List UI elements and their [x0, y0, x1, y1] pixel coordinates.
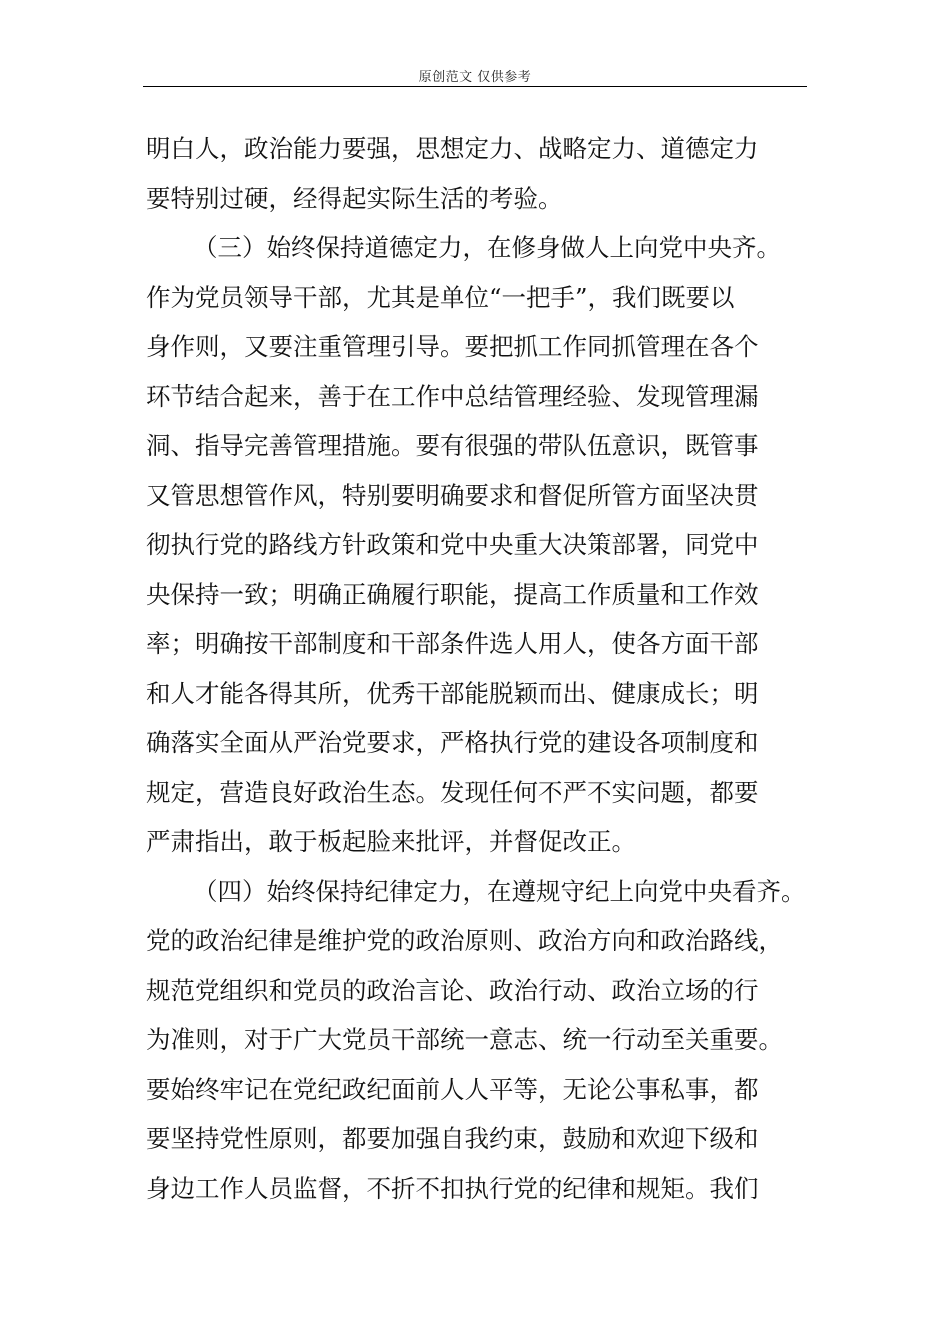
section-heading-line: （三）始终保持道德定力，在修身做人上向党中央齐。	[193, 233, 781, 262]
text-line: 严肃指出，敢于板起脸来批评，并督促改正。	[146, 827, 636, 856]
text-line: 确落实全面从严治党要求，严格执行党的建设各项制度和	[146, 728, 759, 757]
section-heading-line: （四）始终保持纪律定力，在遵规守纪上向党中央看齐。	[193, 876, 806, 906]
text-line: 又管思想管作风，特别要明确要求和督促所管方面坚决贯	[146, 480, 759, 510]
text-line: 彻执行党的路线方针政策和党中央重大决策部署，同党中	[146, 530, 759, 559]
text-line: 党的政治纪律是维护党的政治原则、政治方向和政治路线，	[146, 926, 783, 955]
text-line: 规范党组织和党员的政治言论、政治行动、政治立场的行	[146, 975, 759, 1005]
text-line: 身作则，又要注重管理引导。要把抓工作同抓管理在各个	[146, 332, 759, 361]
text-line: 和人才能各得其所，优秀干部能脱颖而出、健康成长；明	[146, 678, 759, 708]
text-line: 要始终牢记在党纪政纪面前人人平等，无论公事私事，都	[146, 1074, 759, 1104]
text-line: 身边工作人员监督，不折不扣执行党的纪律和规矩。我们	[146, 1173, 759, 1203]
document-body	[146, 124, 826, 1213]
header-text: 原创范文 仅供参考	[418, 70, 532, 85]
text-line: 央保持一致；明确正确履行职能，提高工作质量和工作效	[146, 579, 759, 609]
text-line: 要坚持党性原则，都要加强自我约束，鼓励和欢迎下级和	[146, 1124, 759, 1153]
text-line: 作为党员领导干部，尤其是单位“一把手”，我们既要以	[146, 282, 735, 312]
text-line: 要特别过硬，经得起实际生活的考验。	[146, 183, 563, 213]
text-line: 环节结合起来，善于在工作中总结管理经验、发现管理漏	[146, 381, 759, 411]
text-line: 明白人，政治能力要强，思想定力、战略定力、道德定力	[146, 134, 759, 163]
text-line: 为准则，对于广大党员干部统一意志、统一行动至关重要。	[146, 1025, 783, 1054]
header-divider	[143, 86, 807, 87]
text-line: 洞、指导完善管理措施。要有很强的带队伍意识，既管事	[146, 431, 759, 460]
text-line: 率；明确按干部制度和干部条件选人用人，使各方面干部	[146, 629, 759, 658]
text-line: 规定，营造良好政治生态。发现任何不严不实问题，都要	[146, 777, 759, 807]
